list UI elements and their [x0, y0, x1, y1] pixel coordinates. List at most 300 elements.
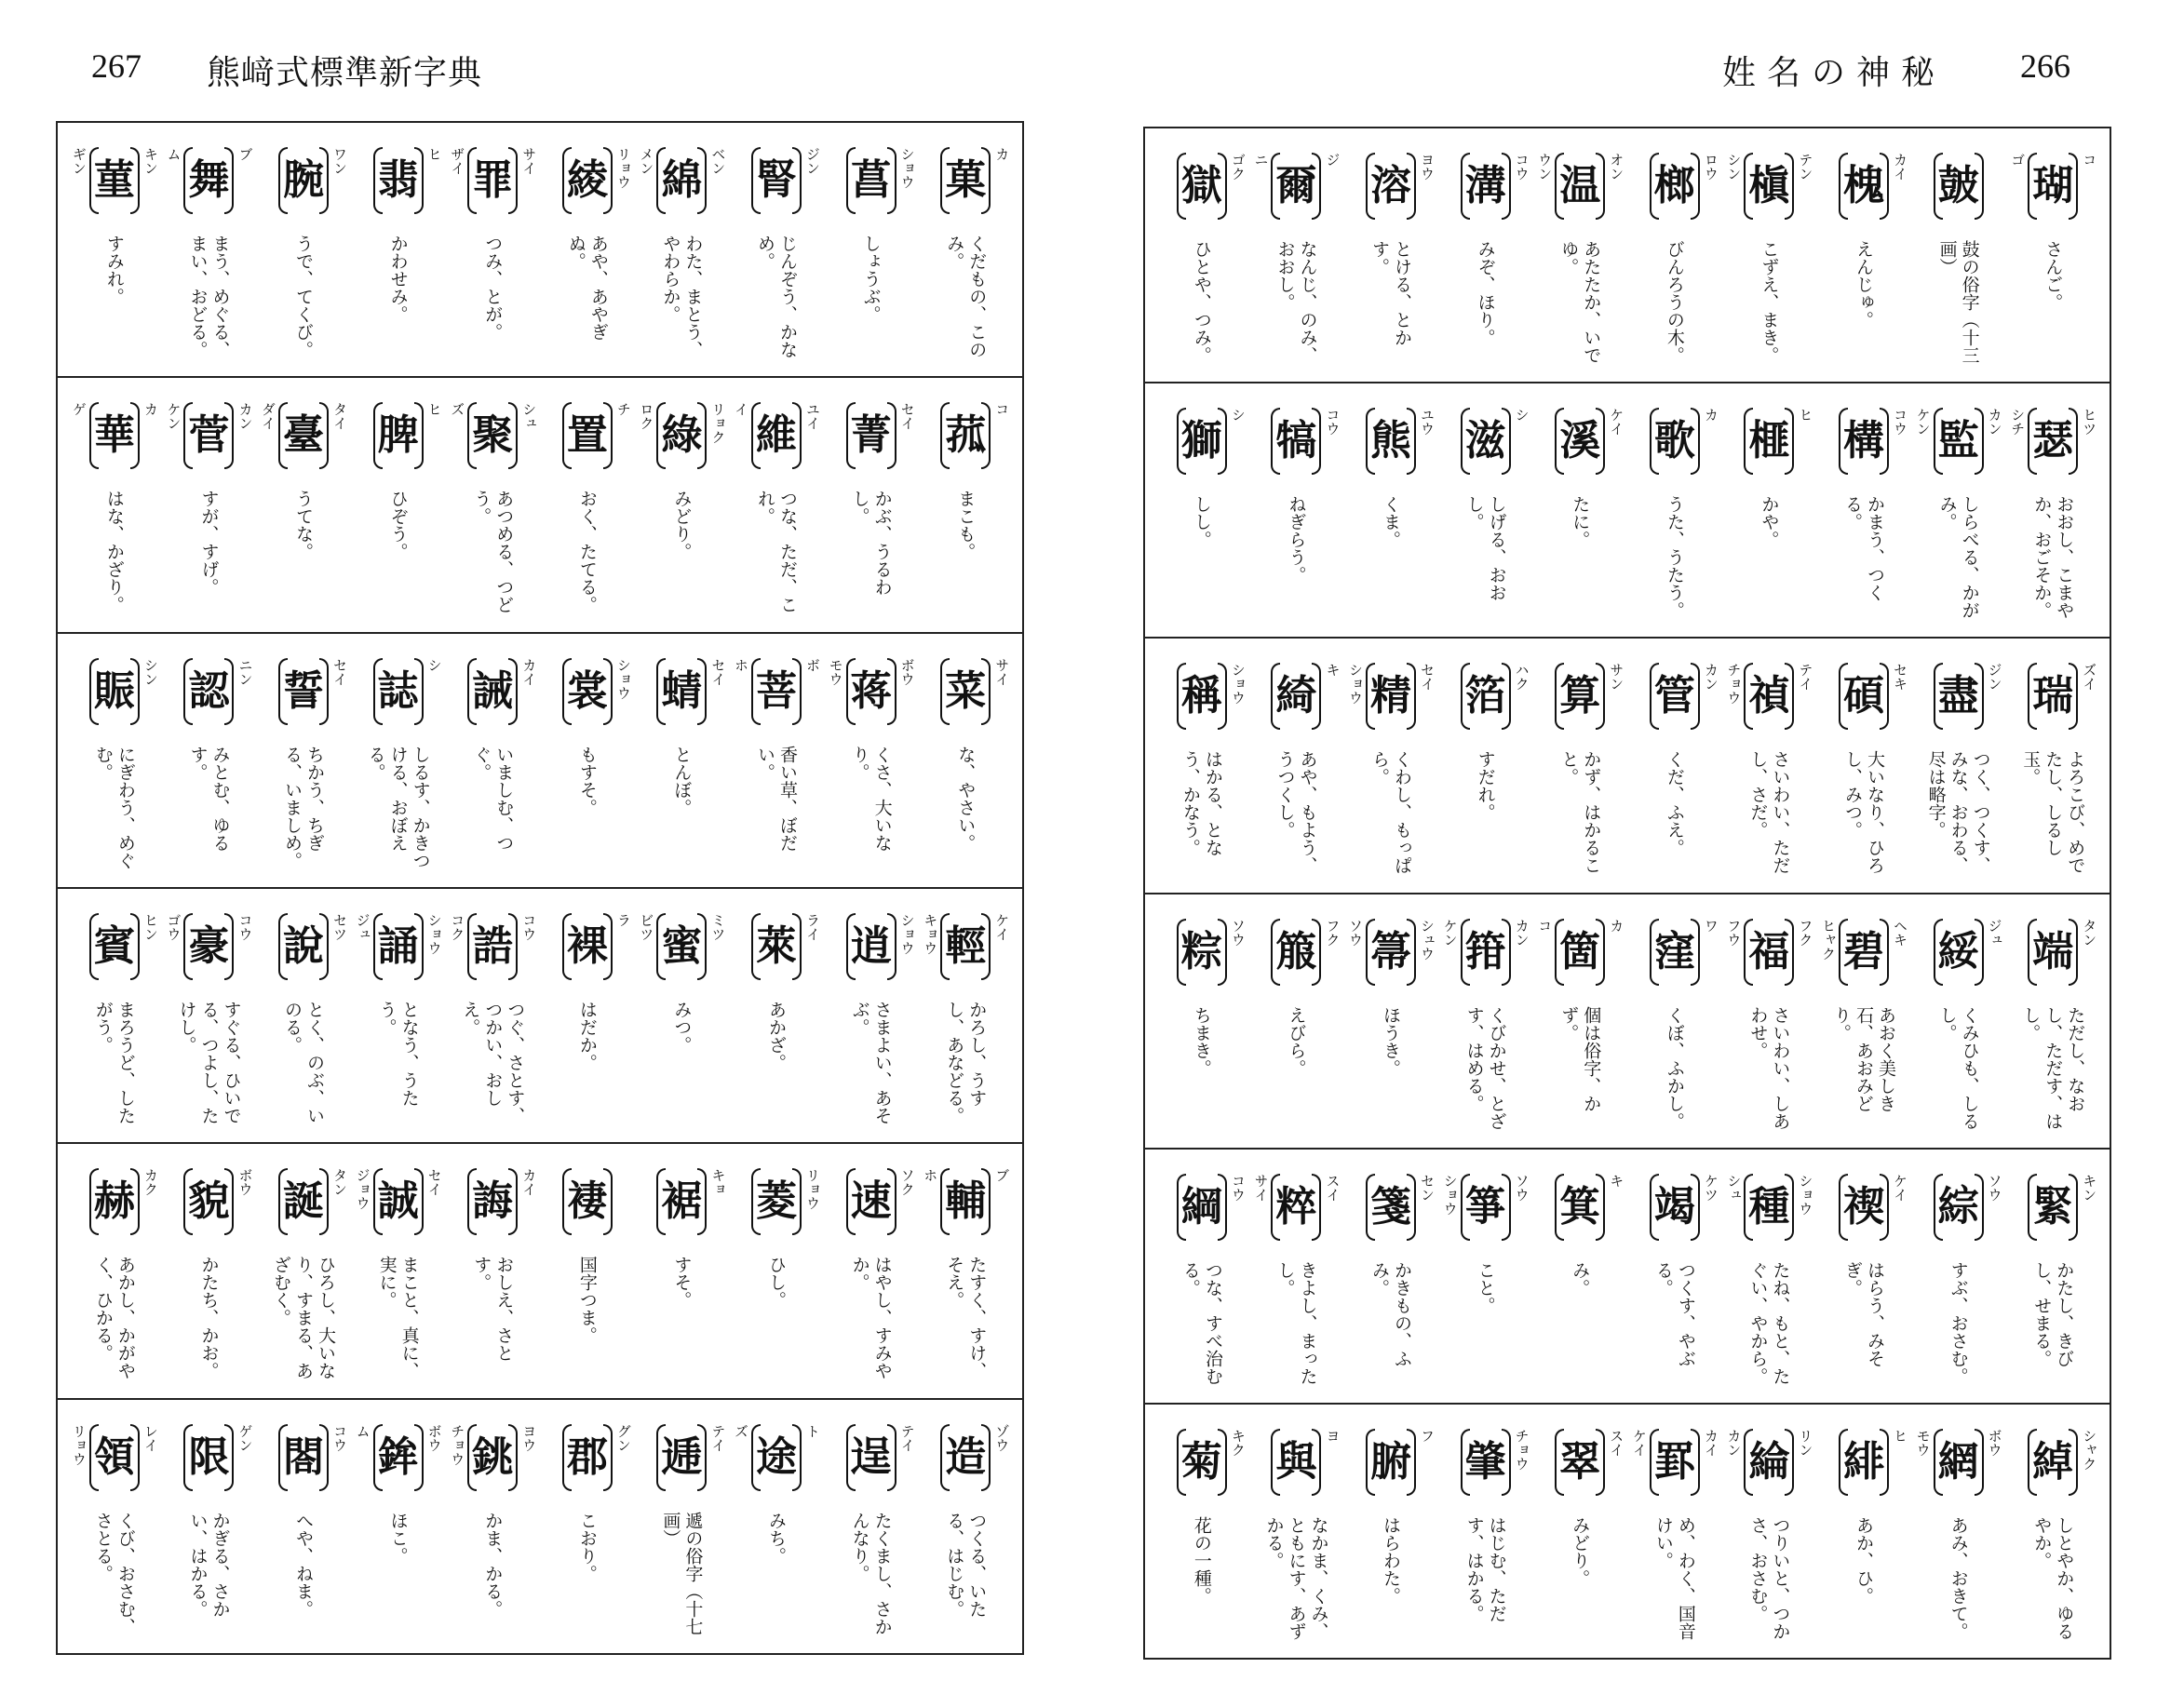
entry-row — [1145, 1403, 2110, 1658]
kanji-character: 槇 — [1748, 162, 1790, 209]
kanji-character: 罪 — [472, 156, 514, 204]
on-reading: コ — [2081, 153, 2098, 167]
alt-reading: サイ — [1252, 1173, 1270, 1202]
kanji-bracket — [753, 1168, 800, 1235]
kanji-bracket — [564, 1168, 611, 1235]
meaning-text: えびら。 — [1286, 1005, 1307, 1077]
kanji-bracket — [1746, 153, 1792, 220]
meaning-text: あたたか、いでゆ。 — [1558, 240, 1602, 364]
meaning-text: あや、もよう、うつくし。 — [1274, 750, 1318, 875]
meaning-text: くさ、大いなり。 — [849, 745, 893, 852]
on-reading: サイ — [993, 657, 1011, 686]
on-reading: ボウ — [898, 657, 916, 686]
kanji-character: 榔 — [1653, 162, 1695, 209]
on-reading: ケツ — [1702, 1173, 1719, 1202]
alt-reading: キョウ — [922, 912, 939, 955]
kanji-character: 領 — [93, 1432, 135, 1481]
on-reading: サン — [1608, 663, 1625, 692]
meaning-text: みどり。 — [1570, 1515, 1591, 1587]
kanji-character: 輕 — [945, 921, 987, 970]
kanji-entry — [1343, 1405, 1438, 1658]
meaning-text: あつめる、つどう。 — [471, 490, 515, 614]
kanji-bracket — [469, 147, 516, 214]
left-dictionary-panel — [56, 121, 1024, 1655]
on-reading: ショウ — [1229, 663, 1247, 706]
meaning-text: 香い草、ぼだい。 — [755, 745, 799, 852]
kanji-entry — [256, 378, 351, 631]
meaning-text: しし。 — [1191, 495, 1212, 549]
on-reading: ケイ — [1892, 1173, 1909, 1202]
on-reading: ワン — [331, 147, 349, 175]
on-reading: ト — [804, 1423, 822, 1438]
kanji-character: 貌 — [188, 1177, 230, 1226]
on-reading: ショウ — [614, 657, 632, 700]
on-reading: ソウ — [1986, 1173, 2003, 1202]
kanji-entry — [918, 634, 1013, 887]
meaning-text: とく、のぶ、いのる。 — [282, 1000, 326, 1124]
on-reading: ユウ — [1419, 408, 1436, 437]
kanji-character: 禎 — [1748, 672, 1790, 720]
on-reading: テイ — [1797, 663, 1814, 692]
kanji-character: 福 — [1748, 927, 1790, 975]
meaning-text: つくす、やぶる。 — [1652, 1260, 1696, 1367]
kanji-character: 熊 — [1370, 417, 1412, 465]
kanji-entry — [1343, 383, 1438, 637]
meaning-text: 遞の俗字（十七画） — [660, 1511, 704, 1635]
kanji-bracket — [1273, 153, 1319, 220]
on-reading: カイ — [1702, 1428, 1719, 1457]
kanji-entry — [445, 634, 540, 887]
on-reading: カイ — [520, 657, 538, 686]
meaning-text: まう、めぐる、まい、おどる。 — [187, 235, 231, 358]
kanji-entry — [1343, 894, 1438, 1148]
alt-reading: ゲ — [70, 402, 88, 417]
meaning-text: ひぞう。 — [387, 490, 409, 561]
meaning-text: くびかせ、とざす、はめる。 — [1463, 1005, 1507, 1130]
kanji-character: 翠 — [1559, 1437, 1601, 1486]
kanji-entry — [1154, 639, 1249, 892]
entry-row — [1145, 637, 2110, 892]
on-reading: コウ — [1513, 153, 1530, 181]
kanji-entry — [1154, 1150, 1249, 1403]
alt-reading: ケン — [1914, 408, 1932, 437]
meaning-text: えんじゅ。 — [1854, 240, 1875, 329]
on-reading: ズイ — [2081, 663, 2098, 692]
kanji-character: 置 — [566, 411, 608, 460]
meaning-text: つくる、いたる、はじむ。 — [944, 1511, 988, 1618]
kanji-character: 菰 — [945, 411, 987, 460]
kanji-character: 菖 — [850, 156, 892, 204]
on-reading: コウ — [520, 912, 538, 941]
kanji-character: 認 — [188, 666, 230, 715]
on-reading: ヒ — [425, 402, 443, 417]
kanji-character: 綏 — [1937, 927, 1979, 975]
kanji-entry — [540, 1144, 635, 1397]
meaning-text: こずえ、まき。 — [1759, 240, 1780, 364]
kanji-bracket — [1651, 1174, 1698, 1241]
meaning-text: かま、かる。 — [482, 1511, 504, 1618]
kanji-entry — [445, 889, 540, 1142]
on-reading: タン — [331, 1168, 349, 1197]
kanji-bracket — [564, 147, 611, 214]
kanji-character: 箋 — [1370, 1182, 1412, 1231]
on-reading: スイ — [1324, 1173, 1341, 1202]
kanji-character: 端 — [2032, 927, 2074, 975]
on-reading: ラ — [614, 912, 632, 927]
kanji-entry — [2005, 639, 2100, 892]
kanji-bracket — [753, 147, 800, 214]
kanji-bracket — [1368, 1174, 1414, 1241]
kanji-character: 肇 — [1464, 1437, 1506, 1486]
on-reading: カン — [1986, 408, 2003, 437]
meaning-text: こおり。 — [576, 1511, 598, 1582]
kanji-character: 榧 — [1748, 417, 1790, 465]
kanji-bracket — [1273, 408, 1319, 475]
on-reading: ショウ — [425, 912, 443, 955]
kanji-character: 舞 — [188, 156, 230, 204]
kanji-entry — [1722, 894, 1817, 1148]
alt-reading: チョウ — [449, 1423, 466, 1466]
kanji-character: 箒 — [1370, 927, 1412, 975]
kanji-entry — [1816, 383, 1911, 637]
kanji-character: 獄 — [1180, 162, 1222, 209]
kanji-character: 臺 — [283, 411, 325, 460]
kanji-character: 腎 — [756, 156, 798, 204]
on-reading: セイ — [709, 657, 727, 686]
on-reading: ジ — [1324, 153, 1341, 167]
meaning-text: いましむ、つぐ。 — [471, 745, 515, 852]
meaning-text: ひとや、つみ。 — [1191, 240, 1212, 364]
kanji-bracket — [564, 1424, 611, 1491]
kanji-entry — [351, 123, 446, 376]
meaning-text: ただし、なおし、ただす、はし。 — [2020, 1005, 2086, 1130]
kanji-entry — [351, 889, 446, 1142]
entry-row — [58, 1398, 1022, 1653]
kanji-bracket — [375, 147, 422, 214]
on-reading: ボウ — [236, 1168, 254, 1197]
kanji-bracket — [658, 1168, 705, 1235]
kanji-entry — [1532, 1405, 1627, 1658]
kanji-bracket — [564, 913, 611, 980]
alt-reading: ゴ — [2009, 153, 2027, 167]
on-reading: コウ — [1892, 408, 1909, 437]
kanji-bracket — [564, 658, 611, 725]
kanji-character: 緊 — [2032, 1182, 2074, 1231]
kanji-character: 箝 — [1464, 927, 1506, 975]
meaning-text: はだか。 — [576, 1000, 598, 1071]
kanji-entry — [2005, 1405, 2100, 1658]
kanji-bracket — [942, 658, 989, 725]
kanji-entry — [1154, 128, 1249, 382]
kanji-character: 菜 — [945, 666, 987, 715]
kanji-bracket — [185, 913, 232, 980]
meaning-text: つな、ただ、これ。 — [755, 490, 799, 614]
kanji-entry — [540, 1400, 635, 1653]
kanji-bracket — [1935, 408, 1982, 475]
kanji-bracket — [91, 147, 138, 214]
kanji-character: 蜜 — [661, 921, 703, 970]
meaning-text: かまう、つくる。 — [1842, 495, 1886, 602]
kanji-bracket — [469, 1168, 516, 1235]
on-reading: リン — [1797, 1428, 1814, 1457]
alt-reading: ヒャク — [1820, 918, 1838, 961]
kanji-character: 菁 — [850, 411, 892, 460]
kanji-entry — [729, 889, 824, 1142]
kanji-bracket — [375, 1424, 422, 1491]
meaning-text: さいわい、ただし、さだ。 — [1747, 750, 1791, 875]
on-reading: カク — [142, 1168, 159, 1197]
kanji-entry — [729, 1400, 824, 1653]
meaning-text: こと。 — [1475, 1260, 1496, 1314]
meaning-text: くぼ、ふかし。 — [1664, 1005, 1685, 1130]
kanji-bracket — [1463, 1429, 1509, 1496]
kanji-character: 鉾 — [377, 1432, 419, 1481]
kanji-bracket — [1935, 1429, 1982, 1496]
kanji-entry — [918, 378, 1013, 631]
on-reading: タン — [2081, 918, 2098, 947]
meaning-text: おおし、こまやか、おごそか。 — [2031, 495, 2075, 620]
on-reading: ヒ — [1797, 408, 1814, 423]
kanji-bracket — [1368, 663, 1414, 730]
kanji-bracket — [658, 1424, 705, 1491]
meaning-text: おしえ、さとす。 — [471, 1256, 515, 1363]
kanji-bracket — [375, 658, 422, 725]
alt-reading: ズ — [449, 402, 466, 417]
kanji-character: 蜻 — [661, 666, 703, 715]
on-reading: キク — [1229, 1428, 1247, 1457]
on-reading: ヨ — [1324, 1428, 1341, 1443]
on-reading: カ — [142, 402, 159, 417]
on-reading: ニン — [236, 657, 254, 686]
alt-reading: コク — [449, 912, 466, 941]
kanji-entry — [1722, 639, 1817, 892]
left-page-number: 267 — [91, 47, 142, 85]
kanji-character: 誌 — [377, 666, 419, 715]
meaning-text: あや、あやぎぬ。 — [565, 235, 609, 341]
on-reading: ゲン — [236, 1423, 254, 1452]
meaning-text: はらう、みそぎ。 — [1842, 1260, 1886, 1367]
kanji-bracket — [1935, 919, 1982, 986]
entry-row — [1145, 1148, 2110, 1403]
meaning-text: あかざ。 — [766, 1000, 788, 1071]
meaning-text: なんじ、のみ、おおし。 — [1274, 240, 1318, 364]
on-reading: フ — [1419, 1428, 1436, 1443]
kanji-character: 裳 — [566, 666, 608, 715]
alt-reading: カン — [1725, 1428, 1743, 1457]
kanji-entry — [1627, 128, 1722, 382]
meaning-text: すそ。 — [671, 1256, 693, 1310]
meaning-text: しるす、かきつける、おぼえる。 — [365, 745, 431, 869]
kanji-entry — [824, 378, 919, 631]
kanji-bracket — [1746, 919, 1792, 986]
kanji-entry — [256, 634, 351, 887]
alt-reading: ニ — [1252, 153, 1270, 167]
kanji-character: 蒋 — [850, 666, 892, 715]
kanji-bracket — [185, 1424, 232, 1491]
meaning-text: しらべる、かがみ。 — [1936, 495, 1980, 620]
kanji-bracket — [942, 147, 989, 214]
kanji-entry — [67, 123, 162, 376]
on-reading: ヒ — [425, 147, 443, 161]
kanji-bracket — [1840, 408, 1887, 475]
meaning-text: 個は俗字、かず。 — [1558, 1005, 1602, 1112]
kanji-character: 箇 — [1559, 927, 1601, 975]
alt-reading: シチ — [2009, 408, 2027, 437]
kanji-entry — [540, 889, 635, 1142]
kanji-character: 誕 — [283, 1177, 325, 1226]
kanji-entry — [1627, 383, 1722, 637]
kanji-character: 溪 — [1559, 417, 1601, 465]
kanji-entry — [1532, 383, 1627, 637]
kanji-entry — [162, 378, 257, 631]
meaning-text: はな、かざり。 — [103, 490, 125, 614]
on-reading: リョク — [709, 402, 727, 445]
kanji-entry — [1343, 1150, 1438, 1403]
kanji-bracket — [658, 913, 705, 980]
meaning-text: まこと、真に、実に。 — [376, 1256, 420, 1380]
kanji-entry — [1911, 1150, 2006, 1403]
kanji-entry — [1154, 894, 1249, 1148]
kanji-character: 精 — [1370, 672, 1412, 720]
alt-reading: ホ — [922, 1168, 939, 1183]
kanji-entry — [1816, 1405, 1911, 1658]
kanji-entry — [445, 1144, 540, 1397]
kanji-bracket — [1273, 1429, 1319, 1496]
kanji-entry — [445, 1400, 540, 1653]
kanji-bracket — [91, 1168, 138, 1235]
on-reading: セン — [1419, 1173, 1436, 1202]
kanji-entry — [824, 889, 919, 1142]
kanji-entry — [1816, 1150, 1911, 1403]
meaning-text: 大いなり、ひろし、みつ。 — [1842, 750, 1886, 875]
meaning-text: さんご。 — [2042, 240, 2064, 311]
kanji-bracket — [1935, 153, 1982, 220]
kanji-bracket — [1557, 153, 1603, 220]
kanji-bracket — [1463, 919, 1509, 986]
kanji-entry — [824, 123, 919, 376]
alt-reading: シン — [1725, 153, 1743, 181]
kanji-bracket — [1463, 663, 1509, 730]
on-reading: コウ — [331, 1423, 349, 1452]
kanji-bracket — [2029, 153, 2076, 220]
kanji-entry — [162, 1400, 257, 1653]
meaning-text: うてな。 — [293, 490, 315, 561]
kanji-entry — [729, 634, 824, 887]
kanji-entry — [1627, 1405, 1722, 1658]
kanji-entry — [540, 123, 635, 376]
kanji-character: 獅 — [1180, 417, 1222, 465]
on-reading: チ — [614, 402, 632, 417]
on-reading: ボウ — [1986, 1428, 2003, 1457]
kanji-bracket — [1651, 1429, 1698, 1496]
left-page-title: 熊﨑式標準新字典 — [207, 54, 483, 92]
kanji-entry — [1438, 894, 1533, 1148]
on-reading: シ — [1229, 408, 1247, 423]
meaning-text: たに。 — [1570, 495, 1591, 549]
meaning-text: みどり。 — [671, 490, 693, 561]
kanji-entry — [729, 1144, 824, 1397]
meaning-text: かず、はかること。 — [1558, 750, 1602, 875]
kanji-bracket — [1179, 1429, 1225, 1496]
kanji-character: 說 — [283, 921, 325, 970]
meaning-text: きよし、まったし。 — [1274, 1260, 1318, 1385]
meaning-text: あおく美しき石、あおみどり。 — [1831, 1005, 1897, 1112]
kanji-bracket — [2029, 408, 2076, 475]
kanji-character: 維 — [756, 411, 798, 460]
kanji-character: 速 — [850, 1177, 892, 1226]
kanji-character: 綺 — [1275, 672, 1317, 720]
meaning-text: な、やさい。 — [955, 745, 977, 852]
meaning-text: かわせみ。 — [387, 235, 409, 323]
kanji-character: 粽 — [1180, 927, 1222, 975]
kanji-entry — [2005, 383, 2100, 637]
meaning-text: びんろうの木。 — [1664, 240, 1685, 364]
kanji-character: 溝 — [1464, 162, 1506, 209]
on-reading: オン — [1608, 153, 1625, 181]
meaning-text: みぞ、ほり。 — [1475, 240, 1496, 346]
kanji-character: 綠 — [661, 411, 703, 460]
kanji-entry — [256, 1400, 351, 1653]
entry-row — [58, 887, 1022, 1142]
meaning-text: め、わく、国音けい。 — [1652, 1515, 1696, 1640]
kanji-bracket — [1557, 919, 1603, 986]
kanji-entry — [918, 1144, 1013, 1397]
kanji-bracket — [375, 1168, 422, 1235]
meaning-text: たすく、すけ、そえ。 — [944, 1256, 988, 1380]
kanji-entry — [162, 634, 257, 887]
kanji-entry — [1911, 894, 2006, 1148]
kanji-character: 管 — [1653, 672, 1695, 720]
on-reading: テイ — [898, 1423, 916, 1452]
on-reading: ジン — [1986, 663, 2003, 692]
kanji-bracket — [185, 1168, 232, 1235]
on-reading: ミツ — [709, 912, 727, 941]
meaning-text: さいわい、しあわせ。 — [1747, 1005, 1791, 1130]
kanji-character: 誓 — [283, 666, 325, 715]
kanji-entry — [1438, 383, 1533, 637]
kanji-character: 緋 — [1843, 1437, 1885, 1486]
entry-row — [1145, 128, 2110, 382]
kanji-bracket — [1651, 919, 1698, 986]
kanji-bracket — [469, 1424, 516, 1491]
kanji-character: 溶 — [1370, 162, 1412, 209]
kanji-bracket — [1463, 153, 1509, 220]
kanji-bracket — [1557, 1429, 1603, 1496]
meaning-text: あかし、かがやく、ひかる。 — [92, 1256, 136, 1380]
kanji-entry — [1249, 1405, 1344, 1658]
meaning-text: かろし、うすし、あなどる。 — [944, 1000, 988, 1124]
meaning-text: すが、すげ。 — [198, 490, 220, 597]
meaning-text: くま。 — [1381, 495, 1402, 549]
kanji-entry — [1438, 1405, 1533, 1658]
kanji-entry — [1911, 639, 2006, 892]
on-reading: ヒツ — [2081, 408, 2098, 437]
meaning-text: かぎる、さかい、はかる。 — [187, 1511, 231, 1618]
kanji-bracket — [1273, 1174, 1319, 1241]
kanji-bracket — [1840, 1174, 1887, 1241]
kanji-entry — [918, 1400, 1013, 1653]
kanji-bracket — [848, 658, 895, 725]
kanji-character: 箙 — [1275, 927, 1317, 975]
kanji-entry — [1722, 1405, 1817, 1658]
on-reading: シュウ — [1419, 918, 1436, 961]
kanji-bracket — [1179, 153, 1225, 220]
meaning-text: しげる、おおし。 — [1463, 495, 1507, 602]
kanji-bracket — [1179, 919, 1225, 986]
kanji-bracket — [1557, 408, 1603, 475]
kanji-entry — [67, 378, 162, 631]
on-reading: リョウ — [614, 147, 632, 189]
